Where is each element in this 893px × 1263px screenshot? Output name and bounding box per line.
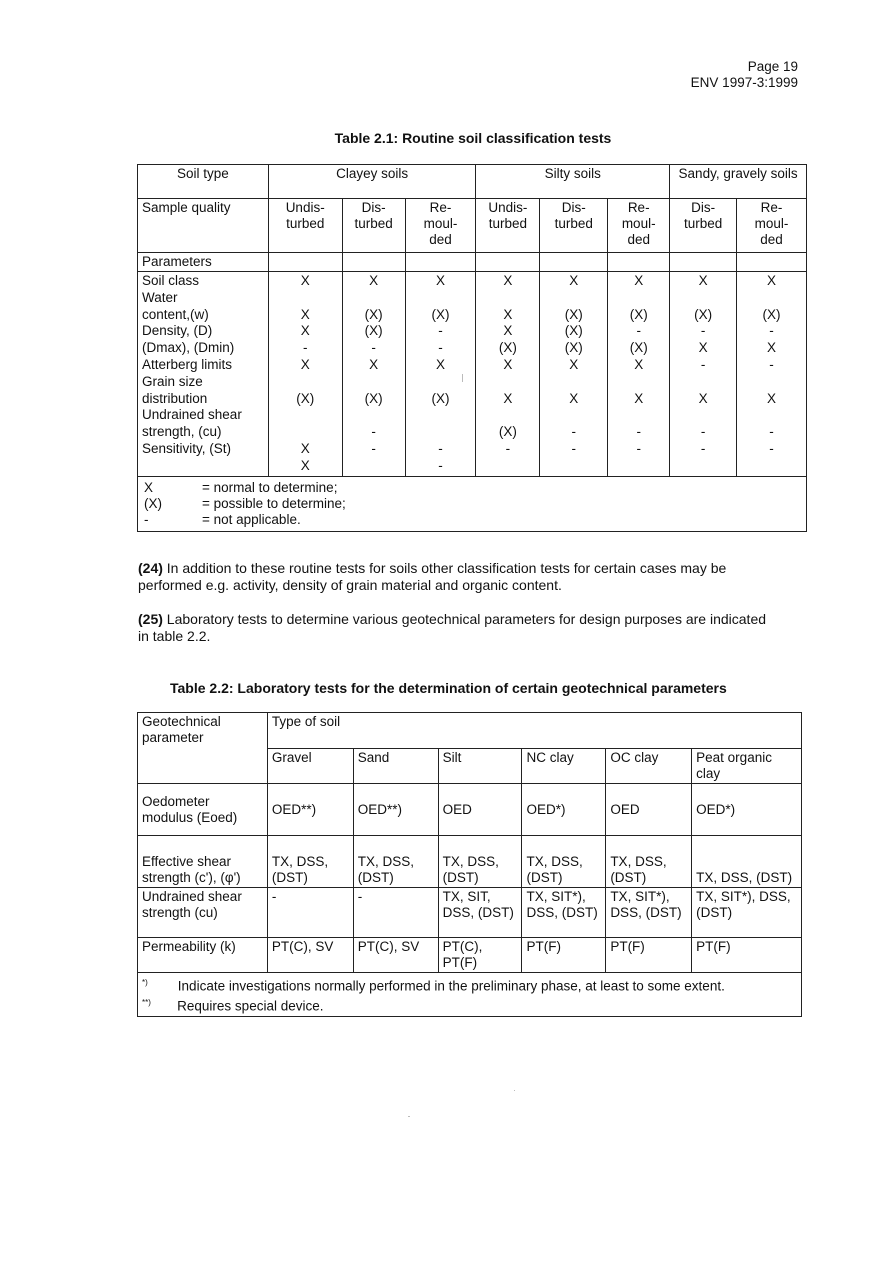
paragraph-24 [138,560,778,594]
cell: PT(F) [606,938,692,973]
legend-text: = normal to determine; [202,479,338,495]
scan-speck [462,374,463,382]
col-silty-undisturbed: X X X (X) X X (X) - [476,272,540,477]
table2-footnotes [138,973,802,1017]
cell: TX, DSS, (DST) [692,836,802,888]
cell: PT(F) [522,938,606,973]
cell: TX, DSS, (DST) [438,836,522,888]
footnote [142,995,797,1015]
paragraph-text: Laboratory tests to determine various geotechnical parameters for design purposes are indicated in table 2.2. [138,611,767,644]
col-clayey-disturbed: X (X) (X) - X (X) - - [342,272,405,477]
legend-symbol: X [144,479,154,495]
cell: OED**) [353,784,438,836]
cell: OED [438,784,522,836]
cell: TX, DSS, (DST) [606,836,692,888]
legend-text: = not applicable. [202,511,301,527]
soil-peat: Peat organic clay [692,749,802,784]
scan-speck [514,1090,515,1091]
quality-cell: Dis- turbed [670,199,737,253]
col-sandy-disturbed: X (X) - X - X - - [670,272,737,477]
cell: TX, DSS, (DST) [353,836,438,888]
quality-cell: Undis- turbed [476,199,540,253]
quality-cell: Dis- turbed [342,199,405,253]
cell: TX, SIT*), DSS, (DST) [606,888,692,938]
legend-symbol: (X) [144,495,162,511]
quality-cell: Undis- turbed [268,199,342,253]
quality-cell: Re- moul- ded [608,199,670,253]
soil-type-header: Soil type [138,165,269,199]
type-of-soil-header: Type of soil [267,713,801,749]
cell: - [353,888,438,938]
paragraph-number: (24) [138,560,163,576]
param-names [138,272,269,477]
row-name: Oedometer modulus (Eoed) [138,784,268,836]
page-number: Page 19 [747,59,798,74]
quality-cell: Dis- turbed [540,199,608,253]
group-sandy: Sandy, gravely soils [670,165,807,199]
param-names-text: Soil class Water content,(w) Density, (D) (Dmax), (Dmin) Atterberg limits Grain size distribution Undrained shear strength, (cu) Sensitivity, (St) [142,273,242,456]
quality-cell: Re- moul- ded [405,199,476,253]
row-name: Effective shear strength (c'), (φ') [138,836,268,888]
soil-sand: Sand [353,749,438,784]
table1-legend [138,476,807,531]
footnote-mark: *) [142,978,148,987]
col-silty-remoulded: X (X) - (X) X X - - [608,272,670,477]
cell: TX, SIT*), DSS, (DST) [692,888,802,938]
parameters-header: Parameters [138,253,269,272]
row-name: Permeability (k) [138,938,268,973]
standard-code: ENV 1997-3:1999 [690,75,798,90]
group-silty: Silty soils [476,165,670,199]
table2-caption: Table 2.2: Laboratory tests for the determination of certain geotechnical parameters [170,680,727,696]
cell: OED [606,784,692,836]
soil-silt: Silt [438,749,522,784]
cell: OED*) [522,784,606,836]
col-silty-disturbed: X (X) (X) (X) X X - - [540,272,608,477]
col-clayey-undisturbed: X X X - X (X) X X [268,272,342,477]
cell: OED**) [267,784,353,836]
soil-gravel: Gravel [267,749,353,784]
cell: PT(C), SV [353,938,438,973]
footnote-text: Requires special device. [177,998,324,1013]
paragraph-25 [138,611,778,645]
sample-quality-header: Sample quality [138,199,269,253]
group-clayey: Clayey soils [268,165,476,199]
footnote-text: Indicate investigations normally performed in the preliminary phase, at least to some extent. [177,978,725,994]
footnote [142,975,797,995]
legend-text: = possible to determine; [202,495,346,511]
cell: OED*) [692,784,802,836]
legend-row [144,512,800,528]
soil-oc-clay: OC clay [606,749,692,784]
paragraph-number: (25) [138,611,163,627]
quality-cell: Re- moul- ded [737,199,807,253]
legend-row [144,480,800,496]
cell: PT(F) [692,938,802,973]
cell: - [267,888,353,938]
cell: PT(C), PT(F) [438,938,522,973]
soil-nc-clay: NC clay [522,749,606,784]
table1-caption: Table 2.1: Routine soil classification tests [334,130,612,146]
paragraph-text: In addition to these routine tests for soils other classification tests for certain cases may be performed e.g. activity, density of grain material and organic content. [138,560,727,593]
param-header: Geotechnical parameter [138,713,268,749]
scan-speck [408,1116,410,1117]
col-sandy-remoulded: X (X) - X - X - - [737,272,807,477]
cell: TX, DSS, (DST) [267,836,353,888]
cell: PT(C), SV [267,938,353,973]
cell: TX, SIT*), DSS, (DST) [522,888,606,938]
col-clayey-remoulded: X (X) - - X (X) - - [405,272,476,477]
legend-symbol: - [144,511,149,527]
table-lab-tests-geotechnical [137,712,802,1017]
legend-row [144,496,800,512]
cell: TX, SIT, DSS, (DST) [438,888,522,938]
cell: TX, DSS, (DST) [522,836,606,888]
footnote-mark: **) [142,997,151,1007]
table-routine-soil-classification [137,164,807,532]
page-header [691,59,798,91]
row-name: Undrained shear strength (cu) [138,888,268,938]
